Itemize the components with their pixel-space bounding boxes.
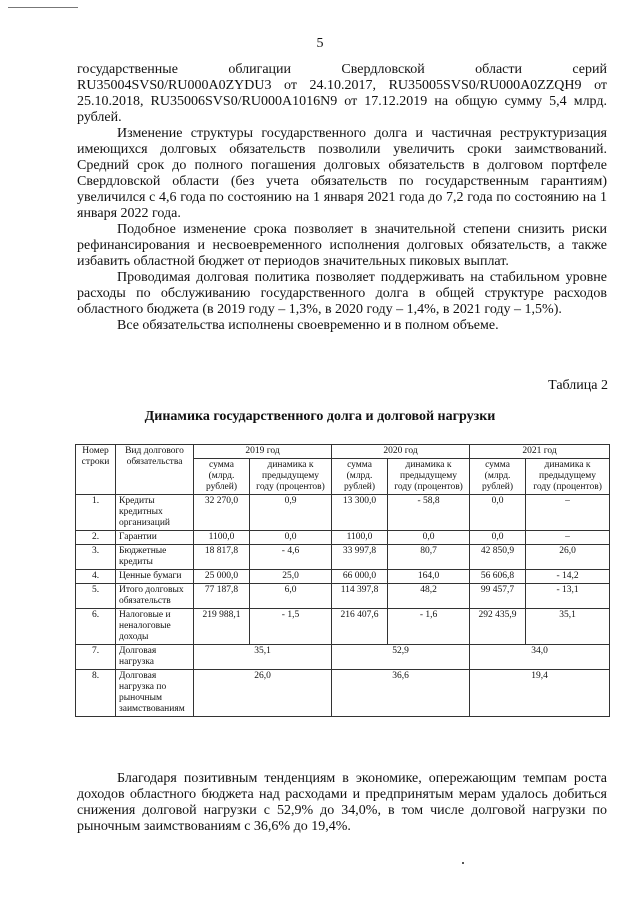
row-number: 7.: [76, 645, 116, 670]
obligation-type: Кредиты кредитных организаций: [116, 495, 194, 531]
col-header-year: 2021 год: [470, 445, 610, 459]
table-cell: 25,0: [250, 570, 332, 584]
col-header-sum: сумма (млрд. рублей): [194, 459, 250, 495]
table-cell: 0,9: [250, 495, 332, 531]
table-row: [76, 545, 610, 570]
table-cell: 26,0: [194, 670, 332, 717]
table-cell: 25 000,0: [194, 570, 250, 584]
table-cell: 219 988,1: [194, 609, 250, 645]
obligation-type: Долговая нагрузка по рыночным заимствованиям: [116, 670, 194, 717]
col-header-dynamics: динамика к предыдущему году (процентов): [388, 459, 470, 495]
scan-speck: [462, 862, 464, 864]
table-cell: - 1,5: [250, 609, 332, 645]
obligation-type: Ценные бумаги: [116, 570, 194, 584]
conclusion-text: [77, 771, 607, 835]
table-row: [76, 531, 610, 545]
row-number: 3.: [76, 545, 116, 570]
col-header-sum: сумма (млрд. рублей): [332, 459, 388, 495]
col-header-sum: сумма (млрд. рублей): [470, 459, 526, 495]
obligation-type: Итого долговых обязательств: [116, 584, 194, 609]
table-cell: 164,0: [388, 570, 470, 584]
table-cell: 292 435,9: [470, 609, 526, 645]
col-header-year: 2020 год: [332, 445, 470, 459]
row-number: 2.: [76, 531, 116, 545]
table-cell: 1100,0: [194, 531, 250, 545]
table-cell: 52,9: [332, 645, 470, 670]
table-cell: - 4,6: [250, 545, 332, 570]
col-header-row-number: Номер строки: [76, 445, 116, 495]
row-number: 4.: [76, 570, 116, 584]
col-header-year: 2019 год: [194, 445, 332, 459]
row-number: 6.: [76, 609, 116, 645]
row-number: 5.: [76, 584, 116, 609]
table-row: [76, 570, 610, 584]
table-title: Динамика государственного долга и долговой нагрузки: [144, 409, 496, 424]
scan-corner-mark: [8, 7, 78, 8]
table-cell: 13 300,0: [332, 495, 388, 531]
table-cell: 56 606,8: [470, 570, 526, 584]
row-number: 8.: [76, 670, 116, 717]
table-cell: 77 187,8: [194, 584, 250, 609]
row-number: 1.: [76, 495, 116, 531]
paragraph: государственные облигации Свердловской области серий RU35004SVS0/RU000A0ZYDU3 от 24.10.2017, RU35005SVS0/RU000A0ZZQH9 от 25.10.2018, RU35006SVS0/RU000A1016N9 от 17.12.2019 на общую сумму 5,4 млрд. рублей.: [77, 62, 607, 125]
table-cell: 18 817,8: [194, 545, 250, 570]
obligation-type: Налоговые и неналоговые доходы: [116, 609, 194, 645]
table-header-row: [76, 445, 610, 459]
table-cell: 35,1: [526, 609, 610, 645]
table-cell: 32 270,0: [194, 495, 250, 531]
col-header-dynamics: динамика к предыдущему году (процентов): [526, 459, 610, 495]
obligation-type: Долговая нагрузка: [116, 645, 194, 670]
table-cell: 26,0: [526, 545, 610, 570]
paragraph: Все обязательства исполнены своевременно и в полном объеме.: [117, 318, 499, 333]
page-number: 5: [316, 36, 324, 51]
table-cell: 216 407,6: [332, 609, 388, 645]
table-cell: 0,0: [388, 531, 470, 545]
obligation-type: Гарантии: [116, 531, 194, 545]
table-cell: –: [526, 531, 610, 545]
table-cell: 99 457,7: [470, 584, 526, 609]
table-row: [76, 584, 610, 609]
table-cell: - 14,2: [526, 570, 610, 584]
table-cell: 0,0: [470, 495, 526, 531]
table-cell: –: [526, 495, 610, 531]
paragraph: Благодаря позитивным тенденциям в экономике, опережающим темпам роста доходов областного бюджета над расходами и предпринятым мерам удалось добиться снижения долговой нагрузки с 52,9% до 34,0%, в том числе долговой нагрузки по рыночным заимствованиям с 36,6% до 19,4%.: [77, 771, 607, 834]
table-cell: 0,0: [250, 531, 332, 545]
table-cell: - 13,1: [526, 584, 610, 609]
table-label: Таблица 2: [548, 378, 608, 393]
table-cell: 114 397,8: [332, 584, 388, 609]
debt-table: [75, 444, 610, 717]
paragraph: Подобное изменение срока позволяет в значительной степени снизить риски рефинансирования и несвоевременного исполнения долговых обязательств, а также избавить областной бюджет от периодов значительных пиковых выплат.: [77, 222, 607, 269]
table-cell: 66 000,0: [332, 570, 388, 584]
col-header-dynamics: динамика к предыдущему году (процентов): [250, 459, 332, 495]
table-cell: 1100,0: [332, 531, 388, 545]
col-header-obligation-type: Вид долгового обязательства: [116, 445, 194, 495]
paragraph: Изменение структуры государственного долга и частичная реструктуризация имеющихся долговых обязательств позволили увеличить сроки заимствований. Средний срок до полного погашения долговых обязательств в долговом портфеле Свердловской области (без учета обязательств по государственным гарантиям) увеличился с 4,6 года по состоянию на 1 января 2021 года до 7,2 года по состоянию на 1 января 2022 года.: [77, 126, 607, 221]
obligation-type: Бюджетные кредиты: [116, 545, 194, 570]
table-row: [76, 495, 610, 531]
table-cell: 0,0: [470, 531, 526, 545]
table-cell: 42 850,9: [470, 545, 526, 570]
table-cell: 48,2: [388, 584, 470, 609]
body-text: [77, 62, 607, 334]
table-cell: 36,6: [332, 670, 470, 717]
table-cell: - 58,8: [388, 495, 470, 531]
table-row: [76, 645, 610, 670]
table-row: [76, 609, 610, 645]
table-cell: 19,4: [470, 670, 610, 717]
table-cell: 35,1: [194, 645, 332, 670]
table-row: [76, 670, 610, 717]
table-cell: 80,7: [388, 545, 470, 570]
table-cell: 33 997,8: [332, 545, 388, 570]
table-cell: - 1,6: [388, 609, 470, 645]
table-cell: 6,0: [250, 584, 332, 609]
paragraph: Проводимая долговая политика позволяет поддерживать на стабильном уровне расходы по обслуживанию государственного долга в общей структуре расходов областного бюджета (в 2019 году – 1,3%, в 2020 году – 1,4%, в 2021 году – 1,5%).: [77, 270, 607, 317]
table-cell: 34,0: [470, 645, 610, 670]
